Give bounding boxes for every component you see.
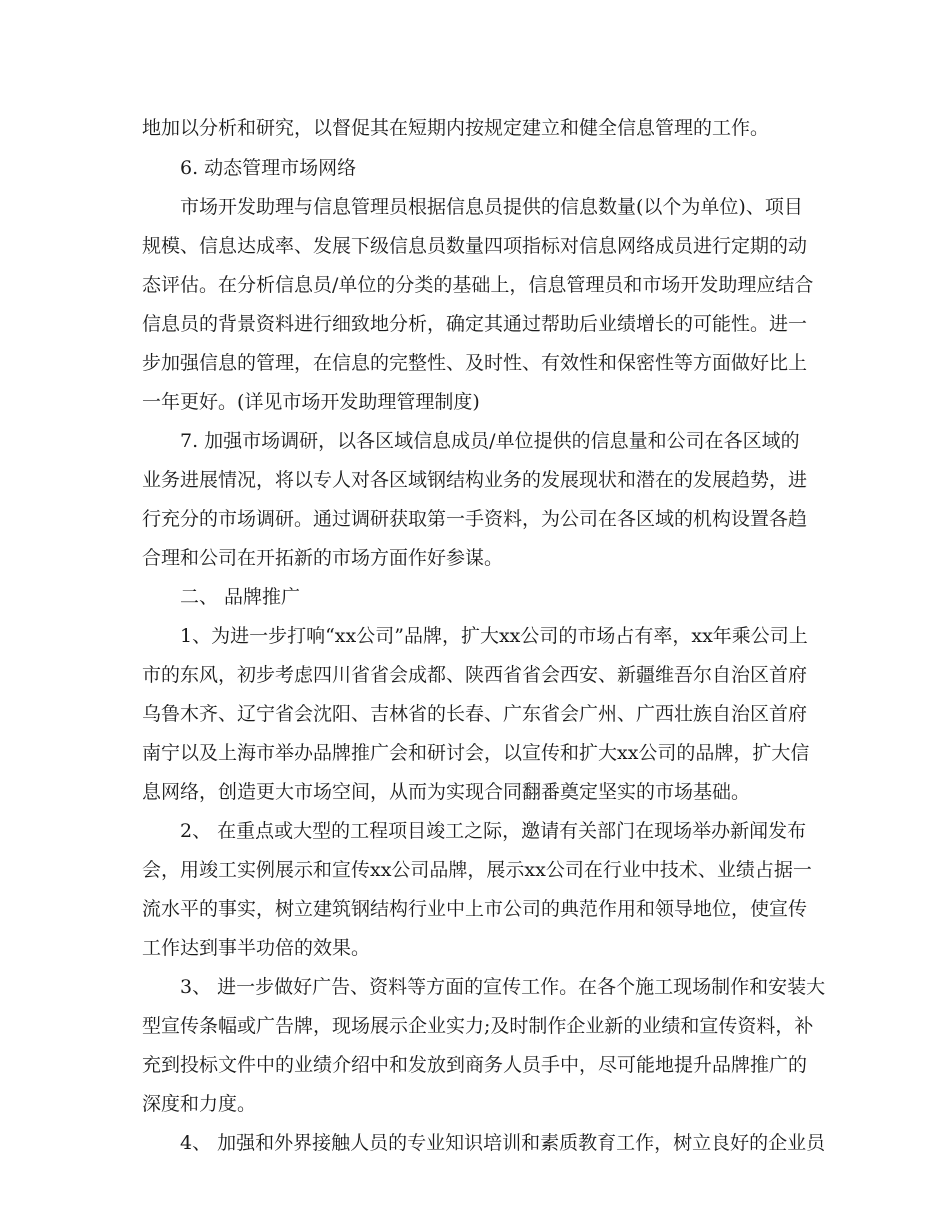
text-line: 2、 在重点或大型的工程项目竣工之际，邀请有关部门在现场举办新闻发布: [180, 820, 807, 842]
text-line: 南宁以及上海市举办品牌推广会和研讨会，以宣传和扩大xx公司的品牌，扩大信: [142, 742, 810, 764]
text-line: 合理和公司在开拓新的市场方面作好参谋。: [142, 547, 504, 569]
text-line: 型宣传条幅或广告牌，现场展示企业实力;及时制作企业新的业绩和宣传资料，补: [142, 1015, 814, 1037]
text-line: 充到投标文件中的业绩介绍中和发放到商务人员手中，尽可能地提升品牌推广的: [142, 1054, 808, 1076]
text-line: 乌鲁木齐、辽宁省会沈阳、吉林省的长春、广东省会广州、广西壮族自治区首府: [142, 703, 808, 725]
text-line: 3、 进一步做好广告、资料等方面的宣传工作。在各个施工现场制作和安装大: [180, 976, 826, 998]
text-line: 一年更好。(详见市场开发助理管理制度): [142, 391, 480, 413]
text-line: 会，用竣工实例展示和宣传xx公司品牌，展示xx公司在行业中技术、业绩占据一: [142, 859, 812, 881]
text-line: 息网络，创造更大市场空间，从而为实现合同翻番奠定坚实的市场基础。: [142, 781, 751, 803]
text-line: 地加以分析和研究，以督促其在短期内按规定建立和健全信息管理的工作。: [142, 117, 770, 139]
section-heading: 6. 动态管理市场网络: [180, 157, 357, 179]
text-line: 市场开发助理与信息管理员根据信息员提供的信息数量(以个为单位)、项目: [180, 196, 803, 218]
text-line: 流水平的事实，树立建筑钢结构行业中上市公司的典范作用和领导地位，使宣传: [142, 898, 808, 920]
text-line: 步加强信息的管理，在信息的完整性、及时性、有效性和保密性等方面做好比上: [142, 352, 808, 374]
text-line: 深度和力度。: [142, 1093, 257, 1115]
text-line: 态评估。在分析信息员/单位的分类的基础上，信息管理员和市场开发助理应结合: [142, 274, 814, 296]
text-line: 规模、信息达成率、发展下级信息员数量四项指标对信息网络成员进行定期的动: [142, 235, 808, 257]
text-line: 市的东风，初步考虑四川省省会成都、陕西省省会西安、新疆维吾尔自治区首府: [142, 664, 808, 686]
text-line: 4、 加强和外界接触人员的专业知识培训和素质教育工作，树立良好的企业员: [180, 1132, 826, 1154]
text-line: 信息员的背景资料进行细致地分析，确定其通过帮助后业绩增长的可能性。进一: [142, 313, 808, 335]
text-line: 7. 加强市场调研，以各区域信息成员/单位提供的信息量和公司在各区域的: [180, 430, 800, 452]
text-line: 1、为进一步打响“xx公司”品牌，扩大xx公司的市场占有率，xx年乘公司上: [180, 625, 808, 647]
text-line: 业务进展情况，将以专人对各区域钢结构业务的发展现状和潜在的发展趋势，进: [142, 469, 808, 491]
text-line: 工作达到事半功倍的效果。: [142, 937, 371, 959]
text-line: 行充分的市场调研。通过调研获取第一手资料，为公司在各区域的机构设置各趋: [142, 508, 808, 530]
section-heading: 二、 品牌推广: [180, 586, 301, 608]
